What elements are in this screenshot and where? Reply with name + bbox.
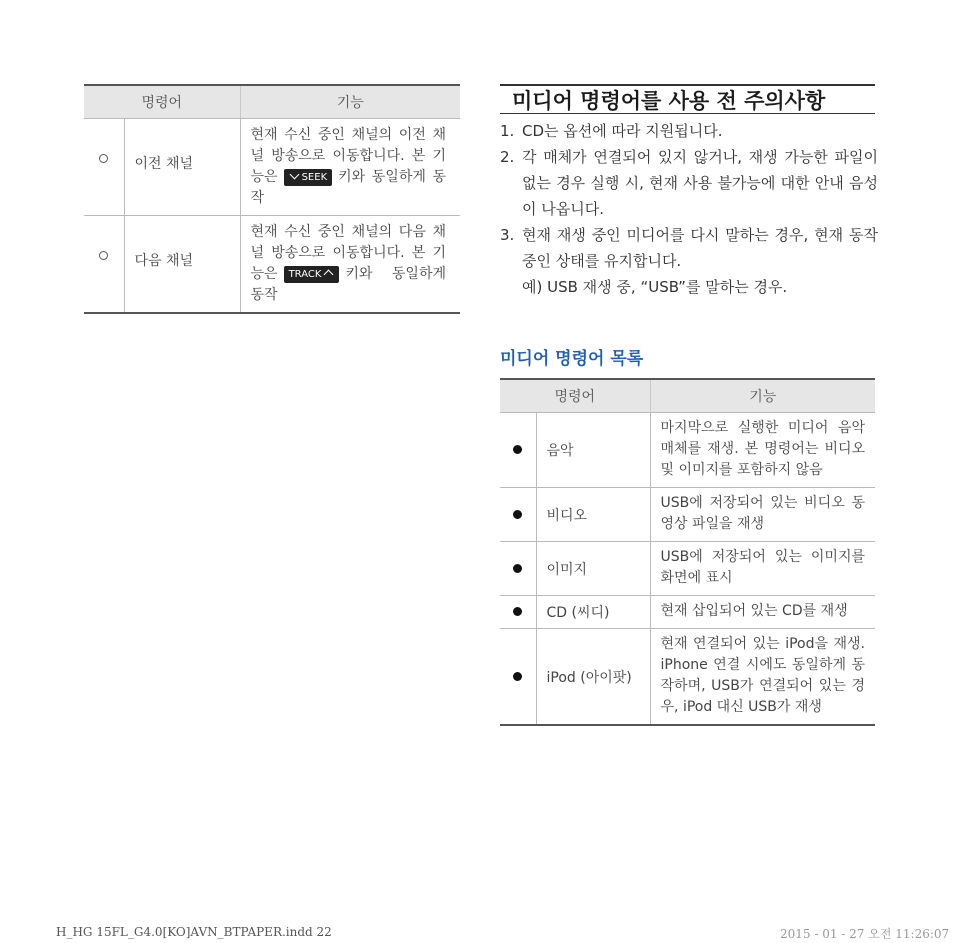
header-function: 기능 bbox=[650, 379, 875, 413]
track-key-badge: TRACK bbox=[284, 266, 340, 283]
table-row bbox=[500, 629, 875, 726]
table-row bbox=[84, 216, 460, 314]
footer-file-info: H_HG 15FL_G4.0[KO]AVN_BTPAPER.indd 22 bbox=[56, 925, 332, 939]
table-row bbox=[500, 413, 875, 488]
chevron-down-icon bbox=[289, 169, 299, 179]
command-name: 음악 bbox=[536, 413, 650, 488]
command-description: 현재 연결되어 있는 iPod을 재생. iPhone 연결 시에도 동일하게 동작하며, USB가 연결되어 있는 경우, iPod 대신 USB가 재생 bbox=[650, 629, 875, 726]
chevron-up-icon bbox=[324, 269, 334, 279]
media-command-table bbox=[500, 378, 875, 726]
command-name: 다음 채널 bbox=[124, 216, 240, 314]
circle-marker-icon bbox=[99, 154, 108, 163]
command-description: 현재 삽입되어 있는 CD를 재생 bbox=[650, 596, 875, 629]
list-item: 2. 각 매체가 연결되어 있지 않거나, 재생 가능한 파일이 없는 경우 실행 시, 현재 사용 불가능에 대한 안내 음성이 나옵니다. bbox=[500, 148, 878, 218]
command-name: CD (씨디) bbox=[536, 596, 650, 629]
command-name: 이미지 bbox=[536, 542, 650, 596]
circle-marker-icon bbox=[99, 251, 108, 260]
bullet-icon bbox=[513, 672, 522, 681]
section-title: 미디어 명령어를 사용 전 주의사항 bbox=[500, 84, 875, 114]
footer-timestamp: 2015 - 01 - 27 오전 11:26:07 bbox=[780, 927, 950, 941]
command-name: iPod (아이팟) bbox=[536, 629, 650, 726]
table-row bbox=[500, 596, 875, 629]
command-description: 현재 수신 중인 채널의 이전 채널 방송으로 이동합니다. 본 기능은 SEEK 키와 동일하게 동작 bbox=[240, 119, 460, 216]
table-row bbox=[84, 119, 460, 216]
bullet-icon bbox=[513, 445, 522, 454]
example-text: 예) USB 재생 중, “USB”를 말하는 경우. bbox=[522, 278, 788, 296]
bullet-icon bbox=[513, 510, 522, 519]
media-list-title: 미디어 명령어 목록 bbox=[500, 349, 644, 369]
channel-command-table bbox=[84, 84, 460, 314]
header-command: 명령어 bbox=[500, 379, 650, 413]
header-function: 기능 bbox=[240, 85, 460, 119]
table-row bbox=[500, 488, 875, 542]
table-row bbox=[500, 542, 875, 596]
command-name: 비디오 bbox=[536, 488, 650, 542]
bullet-icon bbox=[513, 607, 522, 616]
command-name: 이전 채널 bbox=[124, 119, 240, 216]
command-description: USB에 저장되어 있는 비디오 동영상 파일을 재생 bbox=[650, 488, 875, 542]
seek-key-badge: SEEK bbox=[284, 169, 333, 186]
command-description: 마지막으로 실행한 미디어 음악 매체를 재생. 본 명령어는 비디오 및 이미지를 포함하지 않음 bbox=[650, 413, 875, 488]
list-item: 3. 현재 재생 중인 미디어를 다시 말하는 경우, 현재 동작 중인 상태를 유지합니다. bbox=[500, 226, 878, 270]
header-command: 명령어 bbox=[84, 85, 240, 119]
notes-list bbox=[500, 118, 878, 300]
command-description: 현재 수신 중인 채널의 다음 채널 방송으로 이동합니다. 본 기능은 TRACK 키와 동일하게 동작 bbox=[240, 216, 460, 314]
command-description: USB에 저장되어 있는 이미지를 화면에 표시 bbox=[650, 542, 875, 596]
list-item: 1. CD는 옵션에 따라 지원됩니다. bbox=[500, 122, 723, 140]
bullet-icon bbox=[513, 564, 522, 573]
